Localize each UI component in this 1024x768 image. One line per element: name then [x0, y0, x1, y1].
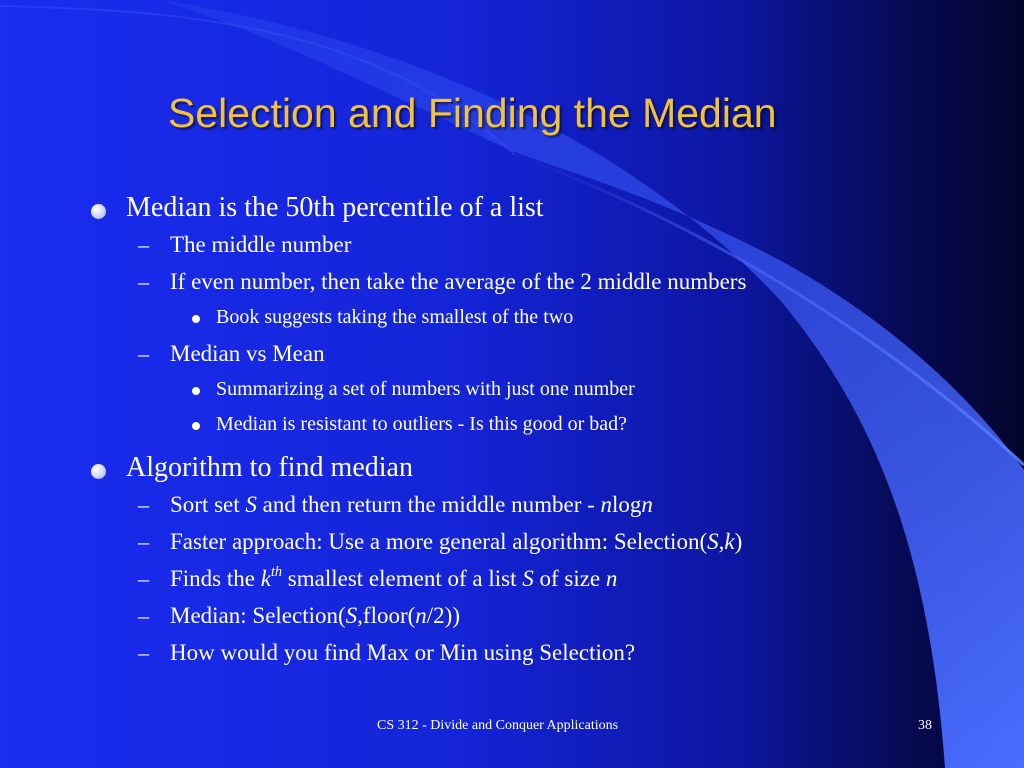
sub-bullet-max-min: – How would you find Max or Min using Selection?: [138, 640, 636, 665]
bullet-circle-icon: [91, 464, 106, 479]
dash-icon: –: [138, 232, 149, 257]
dot-icon: [192, 422, 200, 430]
dot-icon: [192, 387, 200, 395]
bullet-circle-icon: [91, 204, 106, 219]
slide-title: Selection and Finding the Median: [168, 90, 777, 136]
slide-content: [88, 192, 928, 677]
sub-bullet-median-vs-mean: – Median vs Mean: [138, 341, 325, 366]
sub-bullet-median-selection: – Median: Selection(S,floor(n/2)): [138, 603, 460, 628]
dash-icon: –: [138, 529, 149, 554]
sub-bullet-kth-smallest: – Finds the $k^{th}$ smallest element of a list S of size n: [138, 563, 618, 591]
sub-bullet-faster-approach: – Faster approach: Use a more general algorithm: Selection(S,k): [138, 529, 743, 554]
dash-icon: –: [138, 341, 149, 366]
sub-bullet-middle-number: – The middle number: [138, 232, 352, 257]
dash-icon: –: [138, 603, 149, 628]
dash-icon: –: [138, 640, 149, 665]
sub-sub-bullet-book-suggests: Book suggests taking the smallest of the two: [88, 306, 928, 341]
sub-bullet-sort-set: – Sort set S and then return the middle number - nlogn: [138, 492, 653, 517]
bullet-median-definition: Median is the 50th percentile of a list: [88, 192, 928, 232]
bullet-algorithm: Algorithm to find median: [88, 452, 928, 492]
dash-icon: –: [138, 492, 149, 517]
dash-icon: –: [138, 566, 149, 591]
dot-icon: [192, 315, 200, 323]
sub-sub-bullet-summarizing: Summarizing a set of numbers with just one number: [88, 378, 928, 413]
footer-text: CS 312 - Divide and Conquer Applications: [377, 718, 619, 733]
dash-icon: –: [138, 269, 149, 294]
sub-bullet-even-number: – If even number, then take the average of the 2 middle numbers: [138, 269, 747, 294]
sub-sub-bullet-resistant: Median is resistant to outliers - Is this good or bad?: [88, 413, 928, 448]
page-number: 38: [918, 718, 932, 733]
